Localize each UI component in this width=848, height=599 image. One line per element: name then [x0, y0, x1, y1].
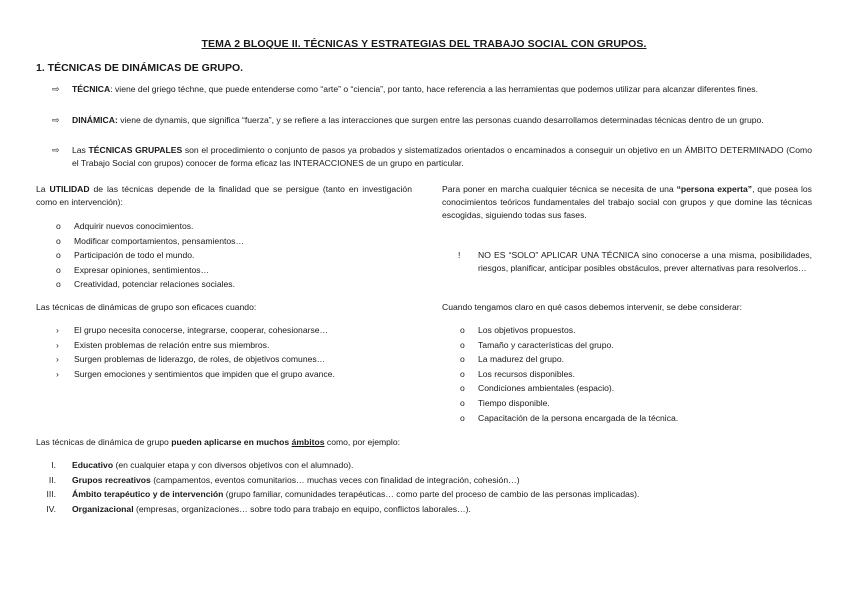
- list-item: IV. Organizacional (empresas, organizaciones… sobre todo para trabajo en equipo, conflictos laborales…).: [36, 502, 639, 517]
- list-item: o Expresar opiniones, sentimientos…: [56, 263, 244, 278]
- definition-text: son el procedimiento o conjunto de pasos ya probados y sistematizados orientados o encaminados a conseguir un objetivo en un ÁMBITO DETERMINADO (Como el Trabajo Social con grupos) conocer de forma eficaz las INTERACCIONES de un grupo en particular.: [72, 145, 812, 168]
- chevron-bullet-icon: ›: [56, 368, 59, 379]
- circle-bullet-icon: o: [56, 264, 61, 275]
- list-item: o Modificar comportamientos, pensamientos…: [56, 234, 244, 249]
- circle-bullet-icon: o: [56, 250, 61, 261]
- arrow-icon: ⇨: [52, 84, 60, 94]
- circle-bullet-icon: o: [460, 383, 465, 394]
- chevron-bullet-icon: ›: [56, 339, 59, 350]
- list-item: › El grupo necesita conocerse, integrarse, cooperar, cohesionarse…: [56, 323, 335, 338]
- list-item: › Existen problemas de relación entre sus miembros.: [56, 338, 335, 353]
- list-item: o Creatividad, potenciar relaciones sociales.: [56, 277, 244, 292]
- definition-dinamica: [52, 114, 812, 127]
- chevron-bullet-icon: ›: [56, 325, 59, 335]
- list-item: o Participación de todo el mundo.: [56, 248, 244, 263]
- circle-bullet-icon: o: [56, 235, 61, 246]
- list-item: III. Ámbito terapéutico y de intervención (grupo familiar, comunidades terapéuticas… como parte del proceso de cambio de las personas implicadas).: [36, 487, 639, 502]
- arrow-icon: ⇨: [52, 145, 60, 155]
- term: DINÁMICA:: [72, 115, 118, 125]
- note-paragraph: ! NO ES “SOLO” APLICAR UNA TÉCNICA sino conocerse a una misma, posibilidades, riesgos, planificar, anticipar posibles obstáculos, prever alternativas para resolverlos…: [458, 250, 812, 273]
- ambitos-list: [36, 458, 639, 516]
- chevron-bullet-icon: ›: [56, 354, 59, 365]
- utilidad-list: [56, 219, 244, 292]
- list-item: o Capacitación de la persona encargada de la técnica.: [460, 411, 678, 426]
- roman-numeral: I.: [51, 460, 56, 470]
- list-item: II. Grupos recreativos (campamentos, eventos comunitarios… muchas veces con finalidad de integración, cohesión…): [36, 473, 639, 488]
- circle-bullet-icon: o: [460, 339, 465, 350]
- list-item: o Los recursos disponibles.: [460, 367, 678, 382]
- persona-experta-paragraph: Para poner en marcha cualquier técnica se necesita de una “persona experta”, que posea los conocimientos teóricos fundamentales del trabajo social con grupos y que domine las técnicas escogidas, siguiendo todas sus fases.: [442, 184, 812, 220]
- list-item: › Surgen problemas de liderazgo, de roles, de objetivos comunes…: [56, 352, 335, 367]
- list-item: o Condiciones ambientales (espacio).: [460, 381, 678, 396]
- definition-text: viene del griego téchne, que puede entenderse como “arte” o “ciencia”, por tanto, hace referencia a las herramientas que podemos utilizar para alcanzar diferentes fines.: [114, 84, 758, 94]
- circle-bullet-icon: o: [460, 397, 465, 408]
- exclamation-icon: !: [458, 250, 461, 260]
- circle-bullet-icon: o: [56, 279, 61, 290]
- section-heading: 1. TÉCNICAS DE DINÁMICAS DE GRUPO.: [36, 62, 244, 74]
- roman-numeral: IV.: [46, 503, 56, 514]
- list-item: › Surgen emociones y sentimientos que impiden que el grupo avance.: [56, 367, 335, 382]
- circle-bullet-icon: o: [460, 325, 465, 335]
- arrow-icon: ⇨: [52, 115, 60, 125]
- circle-bullet-icon: o: [56, 221, 61, 231]
- utilidad-paragraph: La UTILIDAD de las técnicas depende de la finalidad que se persigue (tanto en investigación como en intervención):: [36, 184, 412, 207]
- roman-numeral: III.: [46, 489, 56, 500]
- eficaces-intro: Las técnicas de dinámicas de grupo son eficaces cuando:: [36, 302, 257, 312]
- definition-text: viene de dynamis, que significa “fuerza”, y se refiere a las interacciones que surgen entre las personas cuando desarrollamos determinadas técnicas dentro de un grupo.: [120, 115, 764, 125]
- roman-numeral: II.: [48, 474, 56, 485]
- eficaces-list: [56, 323, 335, 381]
- list-item: o La madurez del grupo.: [460, 352, 678, 367]
- circle-bullet-icon: o: [460, 368, 465, 379]
- list-item: o Tamaño y características del grupo.: [460, 338, 678, 353]
- term: TÉCNICAS GRUPALES: [88, 145, 183, 155]
- definition-tecnica: ⇨ TÉCNICA: viene del griego téchne, que puede entenderse como “arte” o “ciencia”, por tanto, hace referencia a las herramientas que podemos utilizar para alcanzar diferentes fines.: [52, 84, 758, 94]
- considerar-list: [460, 323, 678, 425]
- definition-tecnicas-grupales: ⇨ Las TÉCNICAS GRUPALES son el procedimiento o conjunto de pasos ya probados y sistematizados orientados o encaminados a conseguir un objetivo en un ÁMBITO DETERMINADO (Como el Trabajo Social con grupos) conocer de forma eficaz las INTERACCIONES de un grupo en particular.: [52, 145, 812, 168]
- term: TÉCNICA: [72, 84, 111, 94]
- considerar-intro: Cuando tengamos claro en qué casos debemos intervenir, se debe considerar:: [442, 302, 743, 312]
- list-item: I. Educativo (en cualquier etapa y con diversos objetivos con el alumnado).: [36, 458, 639, 473]
- document-title: TEMA 2 BLOQUE II. TÉCNICAS Y ESTRATEGIAS DEL TRABAJO SOCIAL CON GRUPOS.: [201, 38, 647, 50]
- list-item: o Los objetivos propuestos.: [460, 323, 678, 338]
- circle-bullet-icon: o: [460, 412, 465, 423]
- list-item: o Adquirir nuevos conocimientos.: [56, 219, 244, 234]
- list-item: o Tiempo disponible.: [460, 396, 678, 411]
- circle-bullet-icon: o: [460, 354, 465, 365]
- ambitos-intro: Las técnicas de dinámica de grupo pueden aplicarse en muchos ámbitos como, por ejemplo:: [36, 437, 400, 447]
